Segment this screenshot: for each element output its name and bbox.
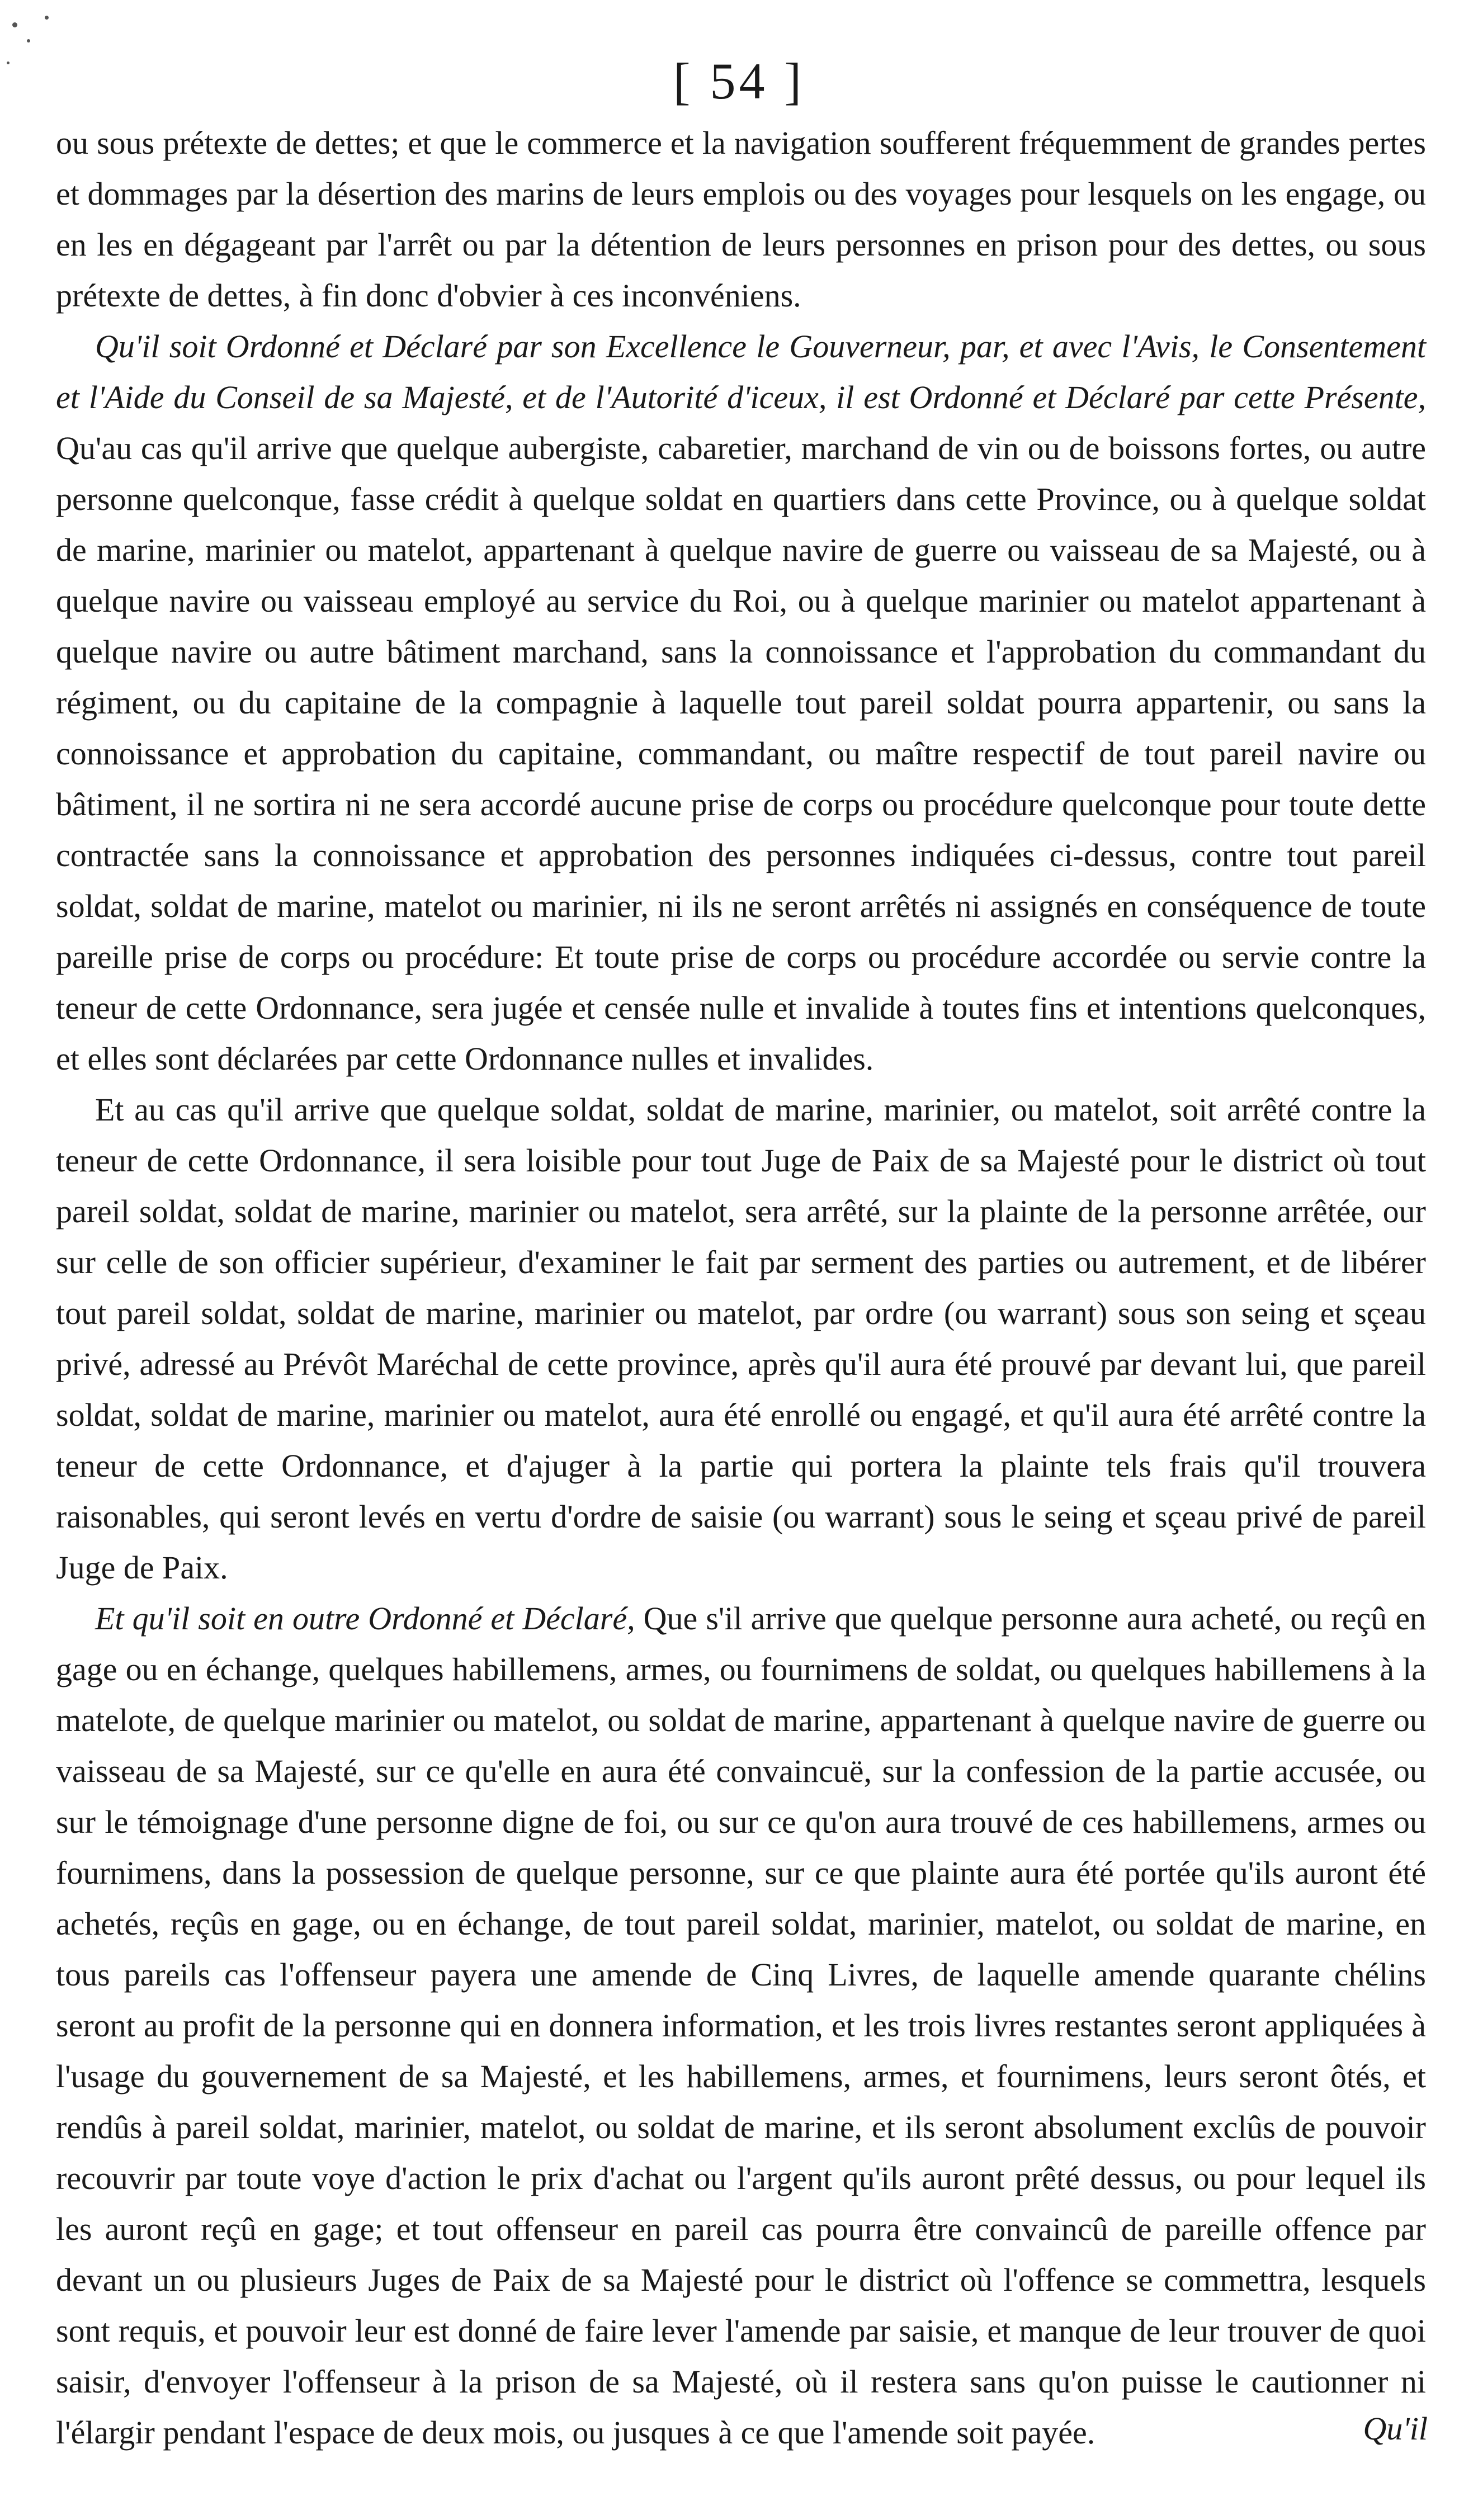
paragraph-4 [56, 1593, 1426, 2458]
paragraph-2-text: Qu'au cas qu'il arrive que quelque aubergiste, cabaretier, marchand de vin ou de boissons fortes, ou autre personne quelconque, fasse crédit à quelque soldat en quartiers dans cette Province, ou à quelque soldat de marine, marinier ou matelot, appartenant à quelque navire de guerre ou vaisseau de sa Majesté, ou à quelque navire ou vaisseau employé au service du Roi, ou à quelque marinier ou matelot appartenant à quelque navire ou autre bâtiment marchand, sans la connoissance et l'approbation du commandant du régiment, ou du capitaine de la compagnie à laquelle tout pareil soldat pourra appartenir, ou sans la connoissance et approbation du capitaine, commandant, ou maître respectif de tout pareil navire ou bâtiment, il ne sortira ni ne sera accordé aucune prise de corps ou procédure quelconque pour toute dette contractée sans la connoissance et approbation des personnes indiquées ci-dessus, contre tout pareil soldat, soldat de marine, matelot ou marinier, ni ils ne seront arrêtés ni assignés en conséquence de toute pareille prise de corps ou procédure: Et toute prise de corps ou procédure accordée ou servie contre la teneur de cette Ordonnance, sera jugée et censée nulle et invalide à toutes fins et intentions quelconques, et elles sont déclarées par cette Ordonnance nulles et invalides. [56, 430, 1426, 1077]
paragraph-1: ou sous prétexte de dettes; et que le commerce et la navigation soufferent fréquemment de grandes pertes et dommages par la désertion des marins de leurs emplois ou des voyages pour lesquels on les engage, ou en les en dégageant par l'arrêt ou par la détention de leurs personnes en prison pour des dettes, ou sous prétexte de dettes, à fin donc d'obvier à ces inconvéniens. [56, 125, 1426, 314]
paragraph-4-text: Que s'il arrive que quelque personne aura acheté, ou reçû en gage ou en échange, quelques habillemens, armes, ou fournimens de soldat, ou quelques habillemens à la matelote, de quelque marinier ou matelot, ou soldat de marine, appartenant à quelque navire de guerre ou vaisseau de sa Majesté, sur ce qu'elle en aura été convaincuë, sur la confession de la partie accusée, ou sur le témoignage d'une personne digne de foi, ou sur ce qu'on aura trouvé de ces habillemens, armes ou fournimens, dans la possession de quelque personne, sur ce que plainte aura été portée qu'ils auront été achetés, reçûs en gage, ou en échange, de tout pareil soldat, marinier, matelot, ou soldat de marine, en tous pareils cas l'offenseur payera une amende de Cinq Livres, de laquelle amende quarante chélins seront au profit de la personne qui en donnera information, et les trois livres restantes seront appliquées à l'usage du gouvernement de sa Majesté, et les habillemens, armes, et fournimens, leurs seront ôtés, et rendûs à pareil soldat, marinier, matelot, ou soldat de marine, et ils seront absolument exclûs de pouvoir recouvrir par toute voye d'action le prix d'achat ou l'argent qu'ils auront prêté dessus, ou pour lequel ils les auront reçû en gage; et tout offenseur en pareil cas pourra être convaincû de pareille offence par devant un ou plusieurs Juges de Paix de sa Majesté pour le district où l'offence se commettra, lesquels sont requis, et pouvoir leur est donné de faire lever l'amende par saisie, et manque de leur trouver de quoi saisir, d'envoyer l'offenseur à la prison de sa Majesté, où il restera sans qu'on puisse le cautionner ni l'élargir pendant l'espace de deux mois, ou jusques à ce que l'amende soit payée. [56, 1600, 1426, 2451]
ink-speck [12, 22, 17, 27]
page-number: [ 54 ] [673, 53, 805, 110]
ink-speck [45, 16, 49, 20]
body-text [56, 117, 1426, 2458]
catchword: Qu'il [1363, 2410, 1428, 2447]
decree-clause: Et qu'il soit en outre Ordonné et Déclaré, [95, 1600, 635, 1637]
paragraph-2 [56, 321, 1426, 1084]
ink-speck [27, 39, 30, 42]
paragraph-3: Et au cas qu'il arrive que quelque soldat, soldat de marine, marinier, ou matelot, soit arrêté contre la teneur de cette Ordonnance, il sera loisible pour tout Juge de Paix de sa Majesté pour le district où tout pareil soldat, soldat de marine, marinier ou matelot, sera arrêté, sur la plainte de la personne arrêtée, our sur celle de son officier supérieur, d'examiner le fait par serment des parties ou autrement, et de libérer tout pareil soldat, soldat de marine, marinier ou matelot, par ordre (ou warrant) sous son seing et sçeau privé, adressé au Prévôt Maréchal de cette province, après qu'il aura été prouvé par devant lui, que pareil soldat, soldat de marine, marinier ou matelot, aura été enrollé ou engagé, et qu'il aura été arrêté contre la teneur de cette Ordonnance, et d'ajuger à la partie qui portera la plainte tels frais qu'il trouvera raisonables, qui seront levés en vertu d'ordre de saisie (ou warrant) sous le seing et sçeau privé de pareil Juge de Paix. [56, 1091, 1426, 1586]
decree-clause: Qu'il soit Ordonné et Déclaré par son Excellence le Gouverneur, par, et avec l'Avis, le Consentement et l'Aide du Conseil de sa Majesté, et de l'Autorité d'iceux, il est Ordonné et Déclaré par cette Présente, [56, 328, 1426, 415]
